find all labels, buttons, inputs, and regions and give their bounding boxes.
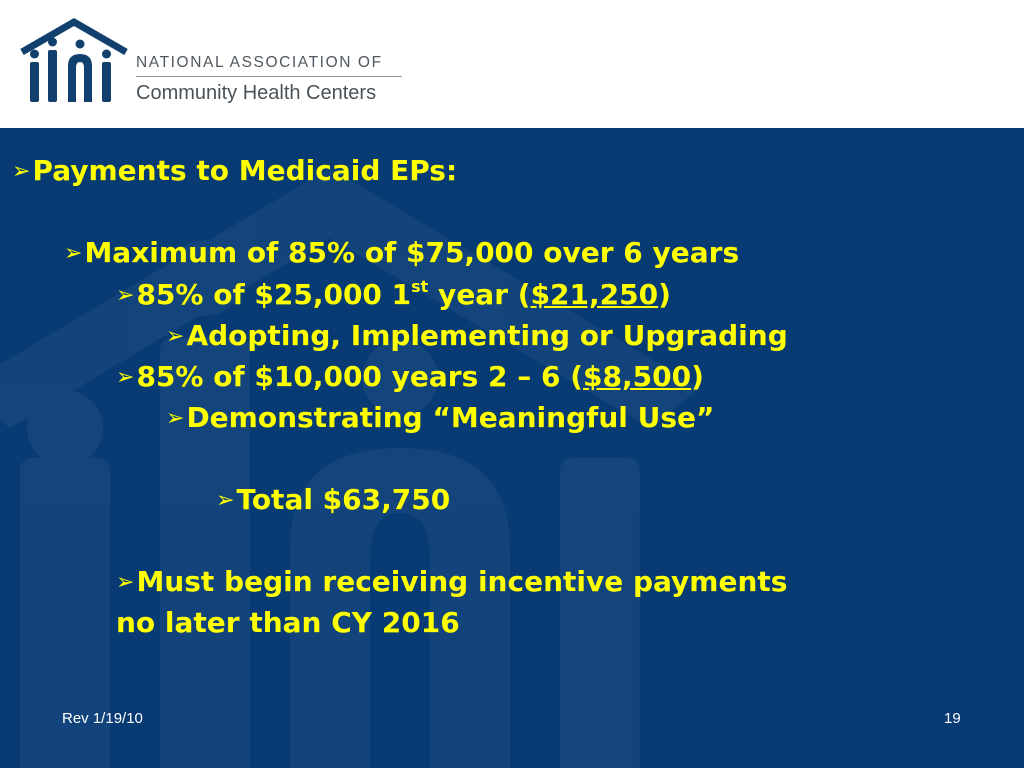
bullet-first-year: [116, 278, 671, 315]
bullet-payments-heading: [12, 154, 457, 191]
slide-body: [0, 128, 1024, 768]
bullet-text: year (: [428, 278, 531, 311]
bullet-text: Must begin receiving incentive payments: [136, 565, 788, 598]
org-name-line2: Community Health Centers: [136, 82, 377, 104]
bullet-total: [216, 483, 450, 520]
arrow-bullet-icon: ➢: [116, 283, 135, 308]
bullet-text: ): [658, 278, 671, 311]
arrow-bullet-icon: ➢: [166, 324, 185, 349]
bullet-deadline: [116, 565, 787, 602]
arrow-bullet-icon: ➢: [64, 241, 83, 266]
ordinal-suffix: st: [411, 276, 429, 296]
bullet-text: ): [691, 360, 704, 393]
org-name-line1: NATIONAL ASSOCIATION OF: [136, 54, 383, 71]
bullet-maximum: [64, 236, 739, 273]
header: [0, 0, 1024, 128]
arrow-bullet-icon: ➢: [116, 365, 135, 390]
bullet-years-2-6: [116, 360, 704, 397]
bullet-text: 85% of $25,000 1: [136, 278, 412, 311]
bullet-meaningful-use: [166, 401, 714, 438]
first-year-amount: $21,250: [530, 278, 659, 311]
bullet-text: Adopting, Implementing or Upgrading: [186, 319, 788, 352]
yearly-amount: $8,500: [583, 360, 692, 393]
house-with-people-icon: [18, 16, 130, 104]
bullet-text: Demonstrating “Meaningful Use”: [186, 401, 715, 434]
watermark-logo: [0, 128, 1024, 768]
bullet-text: Maximum of 85% of $75,000 over 6 years: [84, 236, 740, 269]
bullet-text: Total $63,750: [236, 483, 451, 516]
bullet-text: 85% of $10,000 years 2 – 6 (: [136, 360, 584, 393]
bullet-text: no later than CY 2016: [116, 606, 460, 639]
org-name: [136, 54, 404, 105]
page-number: 19: [944, 710, 961, 727]
arrow-bullet-icon: ➢: [166, 406, 185, 431]
arrow-bullet-icon: ➢: [12, 159, 31, 184]
revision-date: Rev 1/19/10: [62, 710, 143, 727]
bullet-deadline-continued: [116, 606, 460, 640]
org-name-divider: [136, 76, 402, 77]
bullet-adopting: [166, 319, 788, 356]
bullet-text: Payments to Medicaid EPs:: [32, 154, 458, 187]
arrow-bullet-icon: ➢: [116, 570, 135, 595]
arrow-bullet-icon: ➢: [216, 488, 235, 513]
